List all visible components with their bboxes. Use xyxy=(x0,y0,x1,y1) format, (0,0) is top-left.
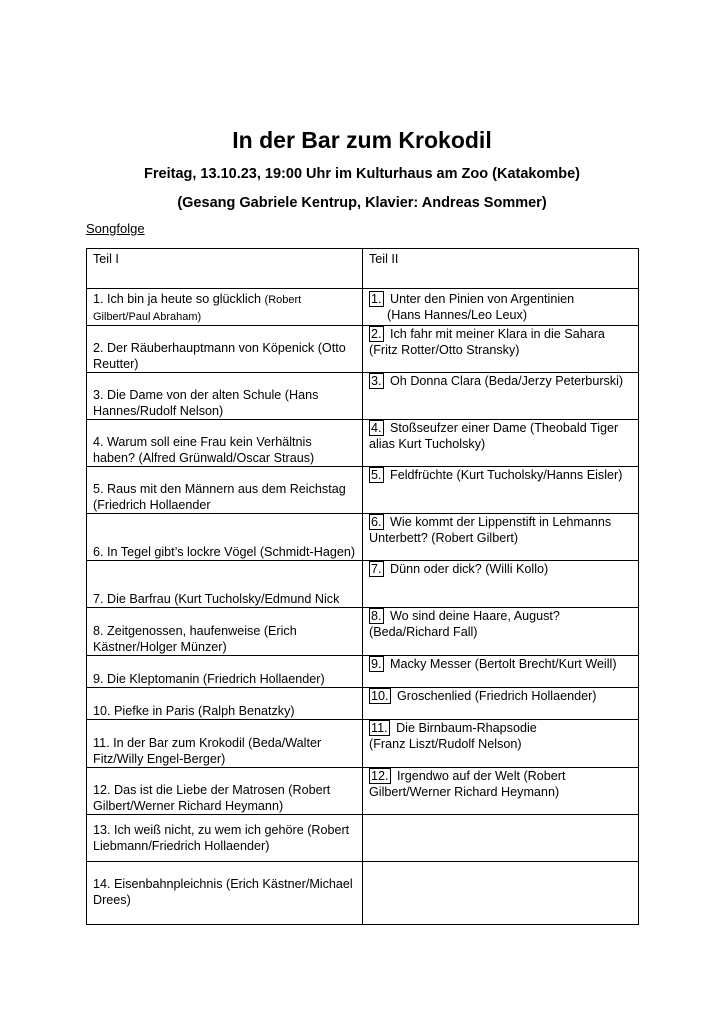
song-number: 1. xyxy=(371,292,382,306)
teil1-cell xyxy=(87,815,363,862)
song-entry: 11. In der Bar zum Krokodil (Beda/Walter Fitz/Willy Engel-Berger) xyxy=(93,736,322,766)
table-row xyxy=(87,608,639,656)
song-credits: (Hans Hannes/Leo Leux) xyxy=(387,308,528,322)
teil1-cell xyxy=(87,688,363,720)
teil2-cell xyxy=(363,768,639,815)
teil1-cell xyxy=(87,289,363,326)
song-title: Ich fahr mit meiner Klara in die Sahara (Fritz Rotter/Otto Stransky) xyxy=(369,327,605,357)
song-entry: 9. Die Kleptomanin (Friedrich Hollaender) xyxy=(93,672,325,686)
col-header-teil-1: Teil I xyxy=(87,249,363,289)
song-entry: 13. Ich weiß nicht, zu wem ich gehöre (Robert Liebmann/Friedrich Hollaender) xyxy=(93,823,350,853)
table-row xyxy=(87,420,639,467)
song-title: Oh Donna Clara (Beda/Jerzy Peterburski) xyxy=(386,374,624,388)
song-title: Groschenlied (Friedrich Hollaender) xyxy=(393,689,597,703)
teil2-cell xyxy=(363,720,639,768)
teil2-cell-empty xyxy=(363,815,639,862)
song-number: 7. xyxy=(371,562,382,576)
page-title: In der Bar zum Krokodil xyxy=(232,127,492,153)
table-row xyxy=(87,768,639,815)
table-row xyxy=(87,862,639,925)
teil1-cell xyxy=(87,656,363,688)
table-row xyxy=(87,815,639,862)
teil2-cell xyxy=(363,561,639,608)
song-number: 11. xyxy=(371,721,388,735)
teil2-cell xyxy=(363,326,639,373)
table-header-row xyxy=(87,249,639,289)
section-label: Songfolge xyxy=(86,221,145,236)
song-number: 8. xyxy=(371,609,382,623)
table-row xyxy=(87,289,639,326)
teil1-cell xyxy=(87,420,363,467)
table-row xyxy=(87,688,639,720)
song-entry: 7. Die Barfrau (Kurt Tucholsky/Edmund Nick xyxy=(93,592,340,606)
song-title: 1. Ich bin ja heute so glücklich xyxy=(93,292,265,306)
song-table xyxy=(86,248,639,925)
song-title: Dünn oder dick? (Willi Kollo) xyxy=(386,562,549,576)
table-row xyxy=(87,561,639,608)
teil2-cell xyxy=(363,373,639,420)
col-header-teil-2: Teil II xyxy=(363,249,639,289)
song-title: Wo sind deine Haare, August? (Beda/Richard Fall) xyxy=(369,609,560,639)
song-number: 9. xyxy=(371,657,382,671)
teil1-cell xyxy=(87,561,363,608)
table-row xyxy=(87,656,639,688)
teil2-cell xyxy=(363,656,639,688)
song-credits: (Robert Gilbert/Paul Abraham) xyxy=(93,294,302,323)
song-number: 6. xyxy=(371,515,382,529)
table-row xyxy=(87,720,639,768)
teil1-cell xyxy=(87,720,363,768)
song-title: Stoßseufzer einer Dame (Theobald Tiger alias Kurt Tucholsky) xyxy=(369,421,619,451)
teil1-cell xyxy=(87,467,363,514)
table-row xyxy=(87,373,639,420)
teil1-cell xyxy=(87,326,363,373)
song-entry: 3. Die Dame von der alten Schule (Hans Hannes/Rudolf Nelson) xyxy=(93,388,319,418)
song-title: Die Birnbaum-Rhapsodie xyxy=(392,721,537,735)
song-credits: (Franz Liszt/Rudolf Nelson) xyxy=(369,737,522,751)
teil1-cell xyxy=(87,768,363,815)
song-entry: 12. Das ist die Liebe der Matrosen (Robert Gilbert/Werner Richard Heymann) xyxy=(93,783,331,813)
table-row xyxy=(87,467,639,514)
song-title: Feldfrüchte (Kurt Tucholsky/Hanns Eisler) xyxy=(386,468,623,482)
teil2-cell xyxy=(363,688,639,720)
song-number: 4. xyxy=(371,421,382,435)
song-number: 2. xyxy=(371,327,382,341)
song-number: 3. xyxy=(371,374,382,388)
song-title: Macky Messer (Bertolt Brecht/Kurt Weill) xyxy=(386,657,617,671)
song-title: Unter den Pinien von Argentinien xyxy=(386,292,575,306)
song-title: Wie kommt der Lippenstift in Lehmanns Unterbett? (Robert Gilbert) xyxy=(369,515,612,545)
song-entry: 2. Der Räuberhauptmann von Köpenick (Otto Reutter) xyxy=(93,341,346,371)
teil2-cell xyxy=(363,420,639,467)
teil2-cell xyxy=(363,514,639,561)
teil2-cell xyxy=(363,608,639,656)
performers-line: (Gesang Gabriele Kentrup, Klavier: Andreas Sommer) xyxy=(177,195,547,211)
teil1-cell xyxy=(87,373,363,420)
teil1-cell xyxy=(87,608,363,656)
table-row xyxy=(87,326,639,373)
song-number: 12. xyxy=(371,769,389,783)
song-entry: 10. Piefke in Paris (Ralph Benatzky) xyxy=(93,704,295,718)
table-row xyxy=(87,514,639,561)
teil2-cell xyxy=(363,467,639,514)
song-entry: 14. Eisenbahnpleichnis (Erich Kästner/Michael Drees) xyxy=(93,877,353,907)
teil1-cell xyxy=(87,862,363,925)
song-entry: 5. Raus mit den Männern aus dem Reichstag (Friedrich Hollaender xyxy=(93,482,346,512)
teil2-cell xyxy=(363,289,639,326)
song-entry: 4. Warum soll eine Frau kein Verhältnis haben? (Alfred Grünwald/Oscar Straus) xyxy=(93,435,315,465)
song-number: 5. xyxy=(371,468,382,482)
song-entry: 8. Zeitgenossen, haufenweise (Erich Kästner/Holger Münzer) xyxy=(93,624,297,654)
song-entry: 6. In Tegel gibt’s lockre Vögel (Schmidt-Hagen) xyxy=(93,545,356,559)
song-title: Irgendwo auf der Welt (Robert Gilbert/Werner Richard Heymann) xyxy=(369,769,566,799)
song-number: 10. xyxy=(371,689,389,703)
teil2-cell-empty xyxy=(363,862,639,925)
teil1-cell xyxy=(87,514,363,561)
event-date-location: Freitag, 13.10.23, 19:00 Uhr im Kulturhaus am Zoo (Katakombe) xyxy=(144,166,580,182)
